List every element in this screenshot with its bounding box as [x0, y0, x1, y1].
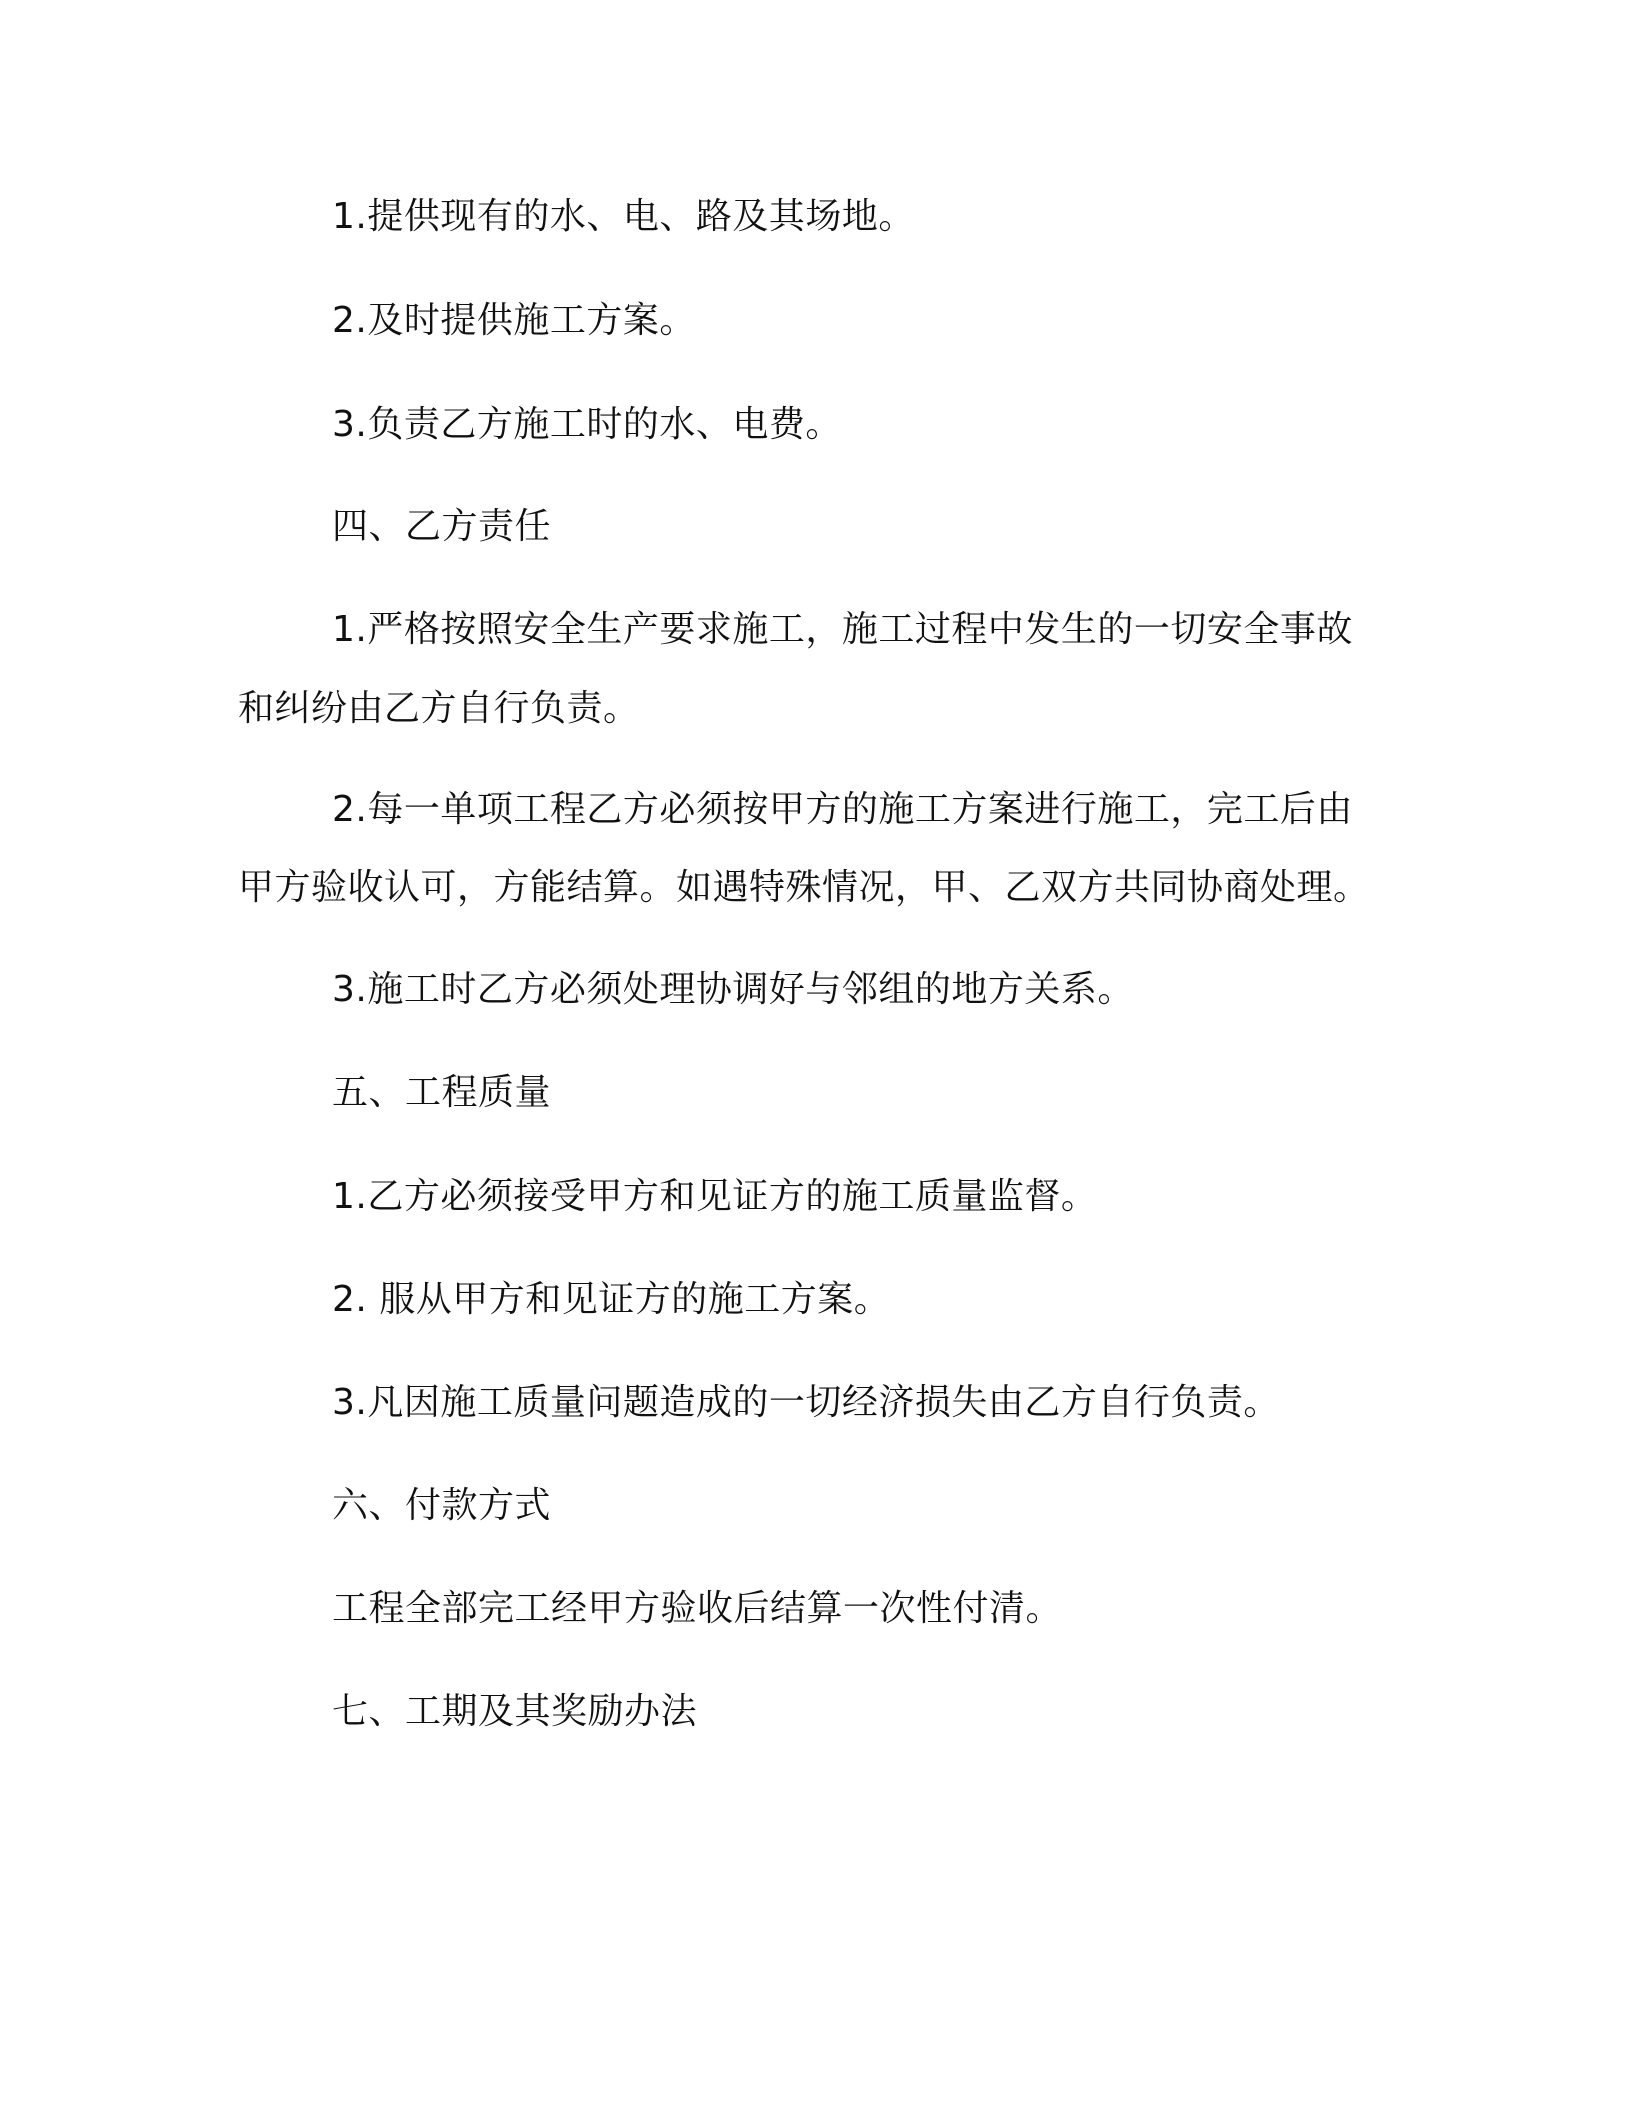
list-item: 2.每一单项工程乙方必须按甲方的施工方案进行施工，完工后由 — [332, 789, 1353, 830]
section-heading: 五、工程质量 — [332, 1072, 552, 1113]
paragraph: 工程全部完工经甲方验收后结算一次性付清。 — [332, 1588, 1063, 1629]
list-item: 3.施工时乙方必须处理协调好与邻组的地方关系。 — [332, 969, 1134, 1010]
list-item: 2. 服从甲方和见证方的施工方案。 — [332, 1279, 891, 1320]
list-item-continuation: 和纠纷由乙方自行负责。 — [238, 688, 640, 729]
list-item-continuation: 甲方验收认可，方能结算。如遇特殊情况，甲、乙双方共同协商处理。 — [238, 867, 1370, 908]
section-heading: 六、付款方式 — [332, 1485, 552, 1526]
list-item: 1.乙方必须接受甲方和见证方的施工质量监督。 — [332, 1176, 1098, 1217]
list-item: 3.负责乙方施工时的水、电费。 — [332, 404, 842, 445]
list-item: 1.严格按照安全生产要求施工，施工过程中发生的一切安全事故 — [332, 609, 1353, 650]
list-item: 3.凡因施工质量问题造成的一切经济损失由乙方自行负责。 — [332, 1382, 1280, 1423]
section-heading: 四、乙方责任 — [332, 506, 552, 547]
section-heading: 七、工期及其奖励办法 — [332, 1691, 698, 1732]
list-item: 1.提供现有的水、电、路及其场地。 — [332, 196, 915, 237]
list-item: 2.及时提供施工方案。 — [332, 300, 696, 341]
